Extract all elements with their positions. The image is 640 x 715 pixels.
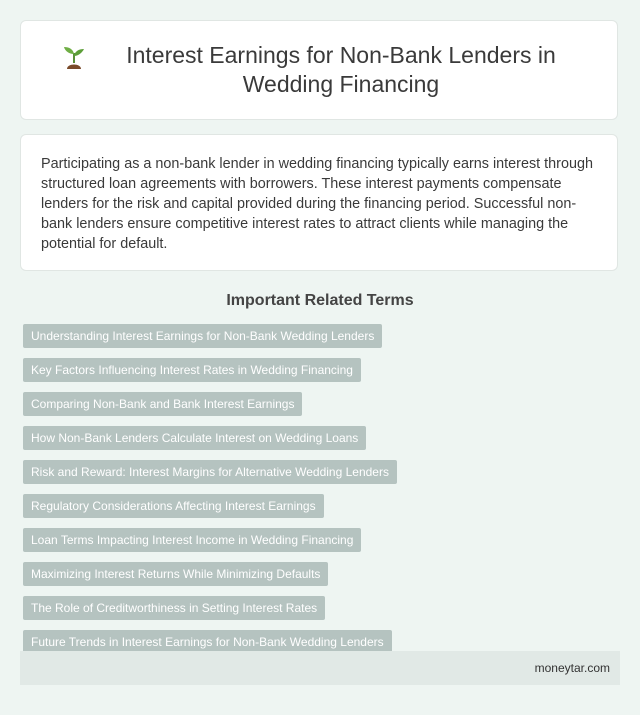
related-term-link[interactable]: Key Factors Influencing Interest Rates in Wedding Financing [23, 358, 361, 382]
related-term-link[interactable]: Regulatory Considerations Affecting Interest Earnings [23, 494, 324, 518]
header-card [20, 20, 618, 120]
footer-brand[interactable]: moneytar.com [534, 661, 610, 675]
related-term-link[interactable]: The Role of Creditworthiness in Setting Interest Rates [23, 596, 325, 620]
related-term-link[interactable]: Future Trends in Interest Earnings for Non-Bank Wedding Lenders [23, 630, 392, 654]
footer [20, 651, 620, 685]
related-term-link[interactable]: How Non-Bank Lenders Calculate Interest on Wedding Loans [23, 426, 366, 450]
related-term-link[interactable]: Understanding Interest Earnings for Non-Bank Wedding Lenders [23, 324, 382, 348]
related-term-link[interactable]: Comparing Non-Bank and Bank Interest Earnings [23, 392, 302, 416]
related-terms-list [23, 324, 617, 664]
related-terms-heading: Important Related Terms [226, 292, 414, 309]
page-title: Interest Earnings for Non-Bank Lenders in Wedding Financing [126, 42, 556, 97]
related-term-link[interactable]: Risk and Reward: Interest Margins for Alternative Wedding Lenders [23, 460, 397, 484]
title-wrap [59, 41, 579, 99]
related-term-link[interactable]: Maximizing Interest Returns While Minimizing Defaults [23, 562, 328, 586]
seedling-icon [59, 43, 89, 73]
intro-card [20, 134, 618, 271]
intro-paragraph: Participating as a non-bank lender in wedding financing typically earns interest through structured loan agreements with borrowers. These interest payments compensate lenders for the risk and capital provided during the financing period. Successful non-bank lenders ensure competitive interest rates to attract clients while managing the potential for default. [41, 156, 593, 252]
related-term-link[interactable]: Loan Terms Impacting Interest Income in Wedding Financing [23, 528, 361, 552]
